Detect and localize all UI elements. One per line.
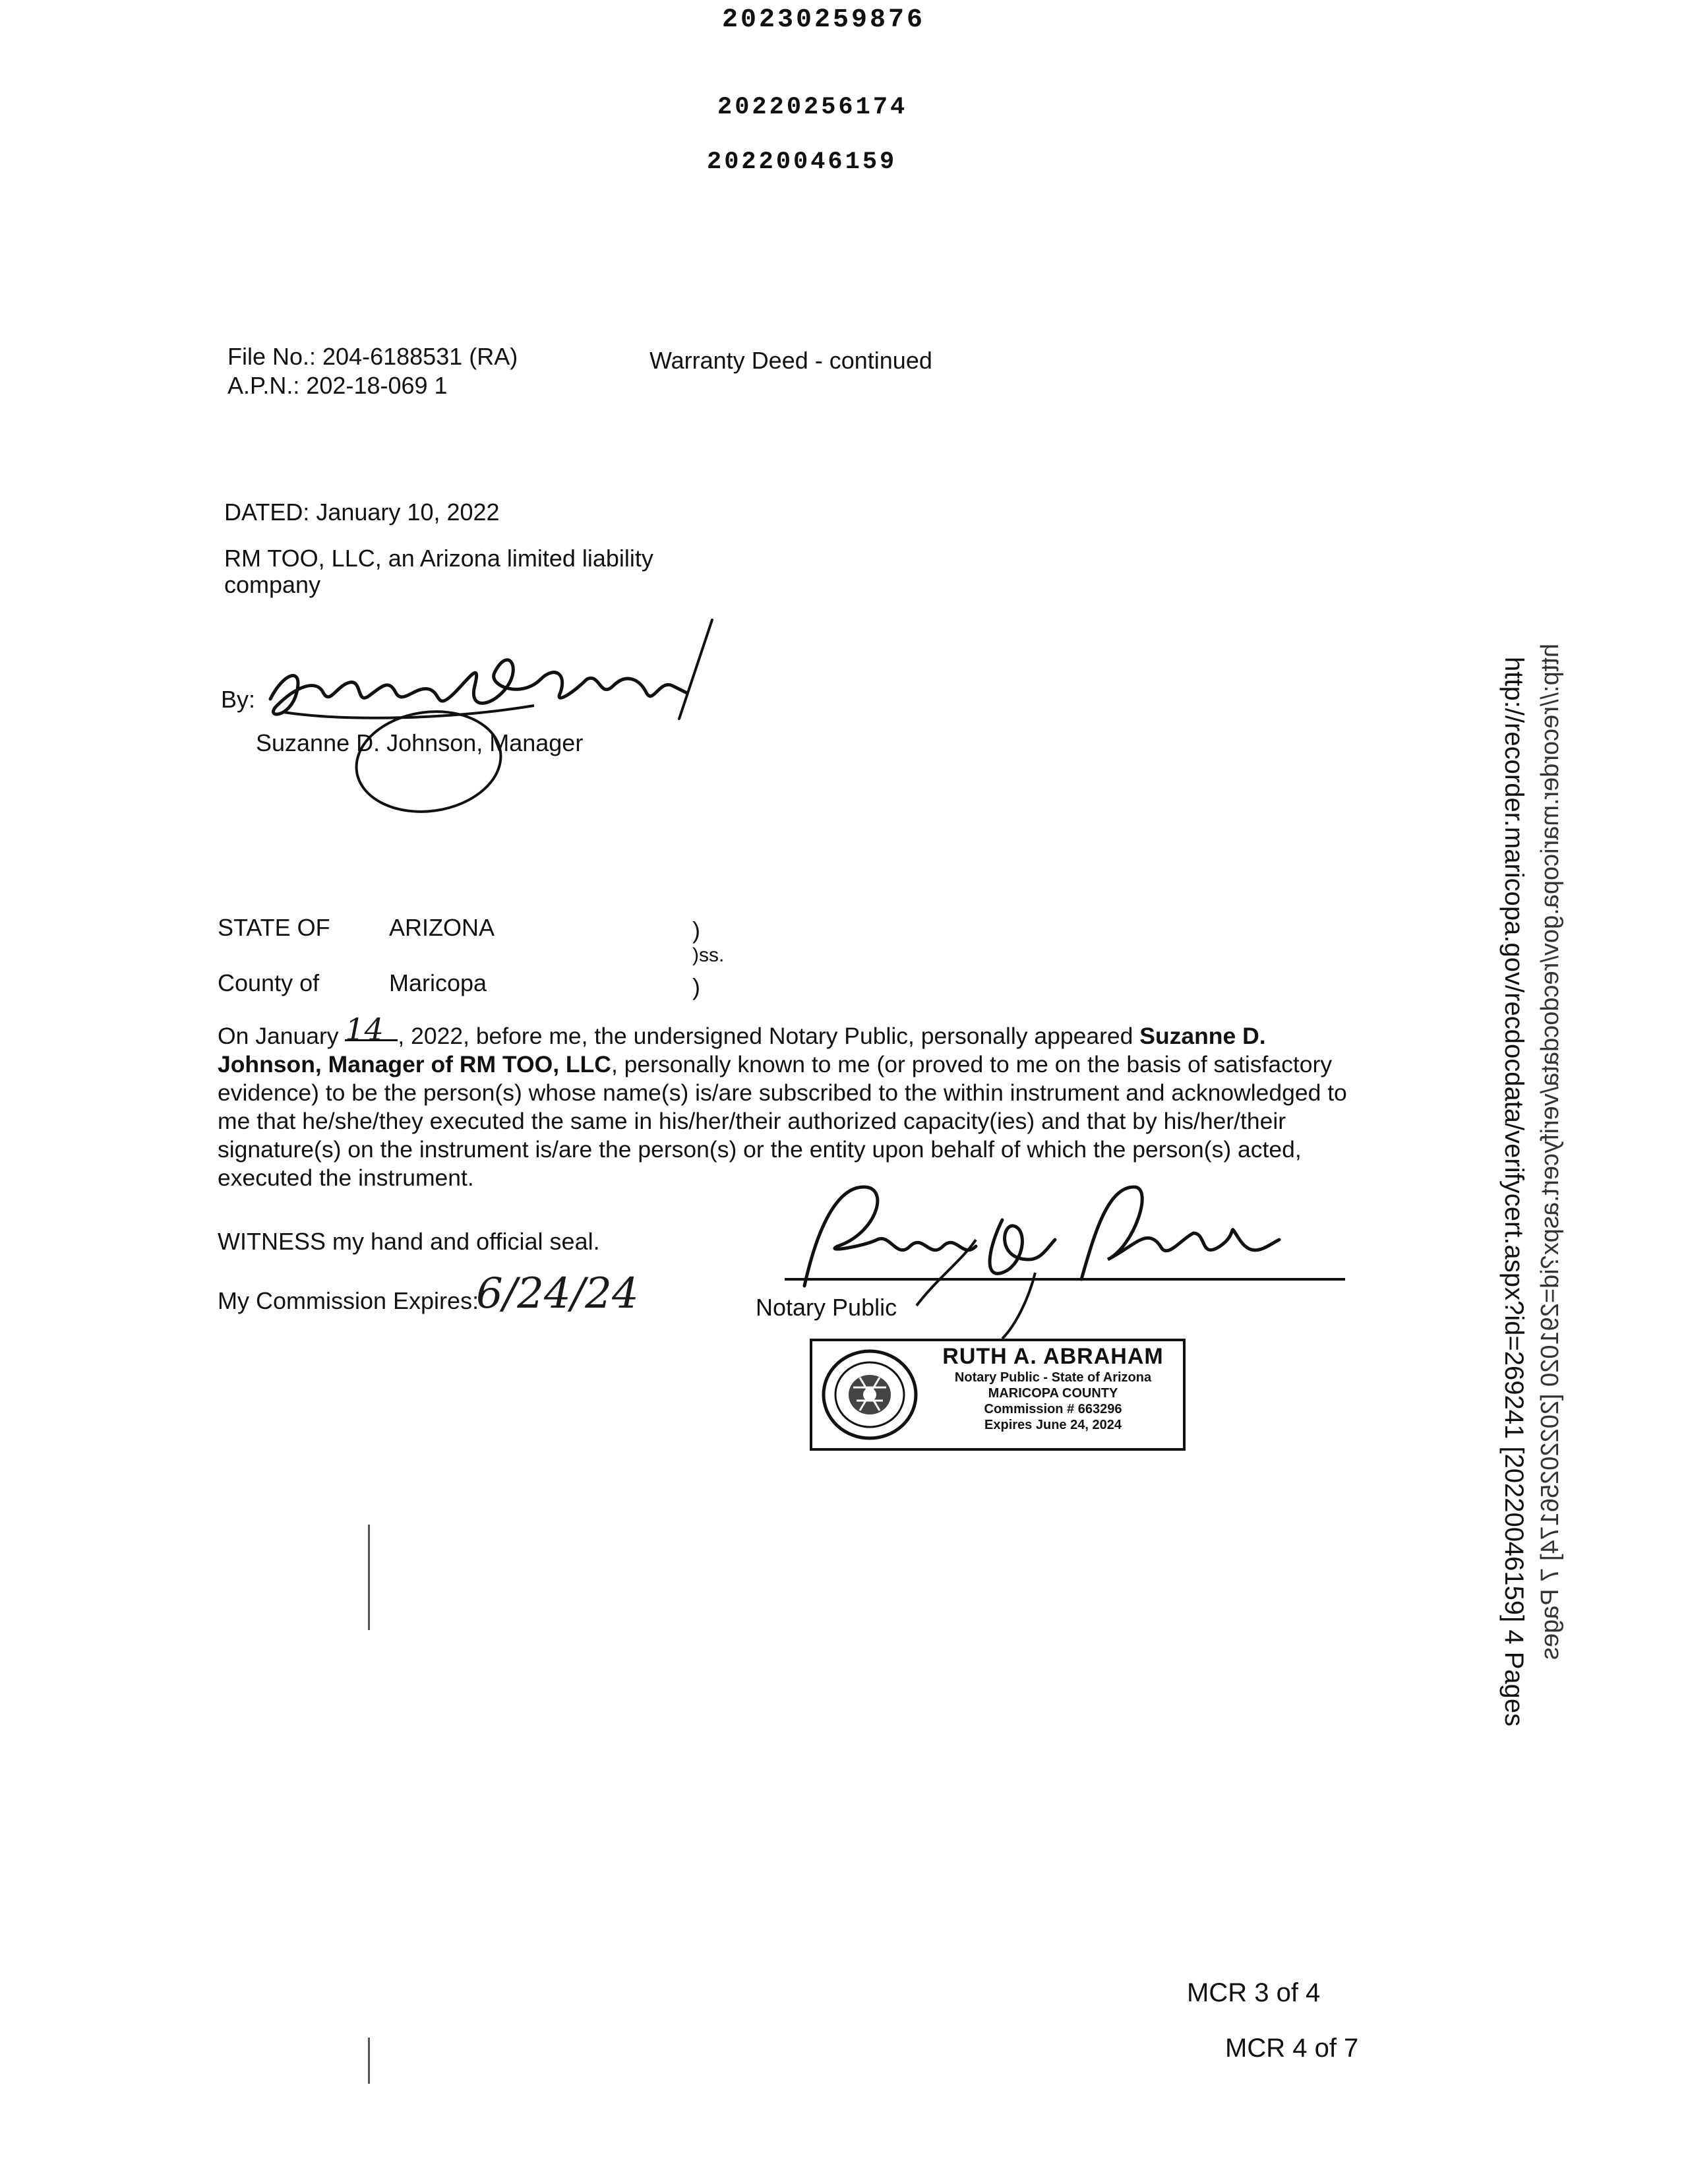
ack-post: , personally known to me (or proved to me on the basis of satisfactory evidence) to be the person(s) whose name(s) is/are subscribed to the within instrument and acknowledged to me that he/she/they executed the same in his/her/their authorized capacity(ies) and that by his/her/their signature(s) on the instrument is/are the person(s) or the entity upon behalf of which the person(s) acted, executed the instrument. — [218, 1051, 1347, 1191]
commission-label: My Commission Expires: — [218, 1287, 479, 1314]
recording-number-top: 20230259876 — [722, 5, 926, 35]
document-title: Warranty Deed - continued — [649, 347, 932, 374]
signer-name: Suzanne D. Johnson, Manager — [256, 729, 584, 756]
mcr-page-mark-b: MCR 4 of 7 — [1225, 2034, 1359, 2063]
state-value: ARIZONA — [389, 914, 495, 941]
seal-text-block — [924, 1344, 1182, 1433]
by-label: By: — [221, 686, 256, 713]
scan-line-artifact — [368, 1525, 370, 1630]
mcr-page-mark-a: MCR 3 of 4 — [1187, 1978, 1321, 2007]
county-label: County of — [218, 969, 320, 996]
venue-paren-close: ) — [692, 973, 700, 1000]
grantor-signature — [257, 607, 732, 831]
witness-line: WITNESS my hand and official seal. — [218, 1228, 600, 1255]
ack-day-handwritten: 14 — [345, 1019, 398, 1041]
ack-names: Suzanne D. Johnson, Manager of RM TOO, LLC — [218, 1023, 1266, 1077]
grantor-line-2: company — [224, 571, 321, 598]
file-number: File No.: 204-6188531 (RA) — [227, 343, 518, 370]
side-stamp-primary: http://recorder.maricopa.gov/recdocdata/verifycert.aspx?id=269241 [20220046159] 4 Pages — [1499, 657, 1528, 1727]
seal-line-1: Notary Public - State of Arizona — [954, 1370, 1152, 1385]
arizona-state-seal-icon — [820, 1348, 919, 1441]
state-label: STATE OF — [218, 914, 330, 941]
recording-number-bottom: 20220046159 — [707, 148, 897, 176]
scan-line-artifact — [368, 2038, 370, 2084]
notary-seal — [810, 1339, 1186, 1451]
grantor-line-1: RM TOO, LLC, an Arizona limited liability — [224, 545, 653, 572]
venue-ss: )ss. — [692, 944, 725, 966]
seal-notary-name: RUTH A. ABRAHAM — [942, 1344, 1164, 1369]
notary-public-label: Notary Public — [756, 1294, 897, 1321]
commission-date-handwritten: 6/24/24 — [476, 1269, 639, 1318]
seal-line-2: MARICOPA COUNTY — [988, 1386, 1118, 1401]
recording-number-middle: 20220256174 — [717, 94, 908, 121]
venue-paren-open: ) — [692, 917, 700, 944]
county-value: Maricopa — [389, 969, 487, 996]
ack-pre: On January — [218, 1023, 339, 1049]
ack-mid: , 2022, before me, the undersigned Notary Public, personally appeared — [398, 1023, 1140, 1049]
side-stamp-mirrored: http://recorder.maricopa.gov/recdocdata/verifycert.aspx?id=291020 [20220256174] 7 Pages — [1536, 644, 1564, 1660]
dated-line: DATED: January 10, 2022 — [224, 499, 500, 526]
seal-line-3: Commission # 663296 — [984, 1402, 1122, 1416]
apn-number: A.P.N.: 202-18-069 1 — [227, 372, 448, 399]
seal-line-4: Expires June 24, 2024 — [984, 1418, 1122, 1432]
